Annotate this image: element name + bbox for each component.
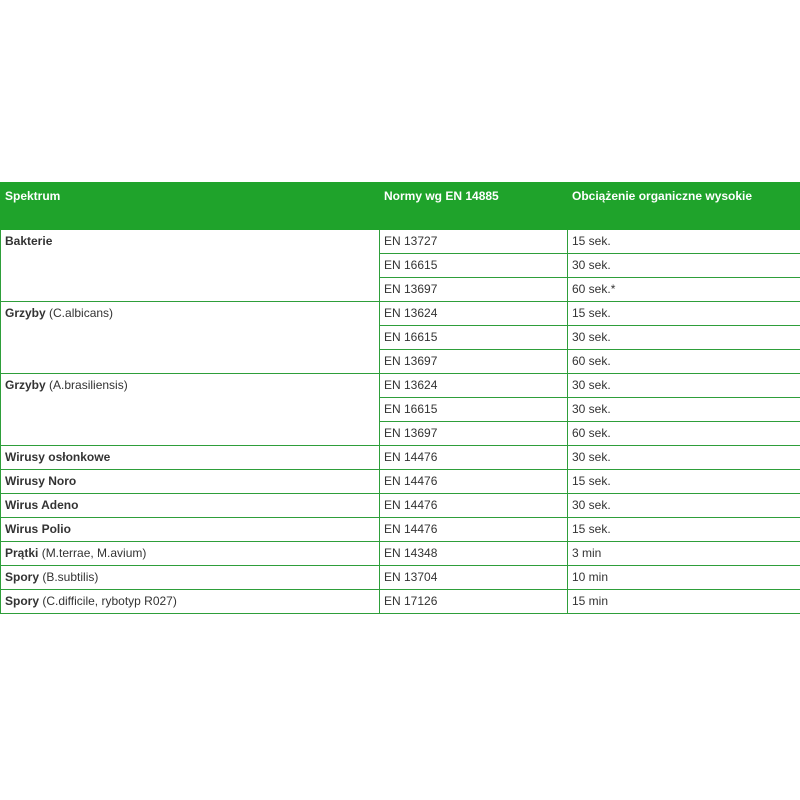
contact-time-cell: 15 sek. bbox=[568, 302, 800, 326]
spectrum-name: Spory bbox=[5, 594, 40, 608]
table-row bbox=[1, 590, 800, 614]
spectrum-note: (C.difficile, rybotyp R027) bbox=[39, 594, 177, 608]
header-organic-load: Obciążenie organiczne wysokie bbox=[568, 183, 800, 230]
norm-cell: EN 13697 bbox=[380, 422, 568, 446]
contact-time-cell: 60 sek. bbox=[568, 422, 800, 446]
norm-cell: EN 16615 bbox=[380, 326, 568, 350]
contact-time-cell: 30 sek. bbox=[568, 398, 800, 422]
table-row bbox=[1, 446, 800, 470]
norm-cell: EN 13727 bbox=[380, 230, 568, 254]
table-row bbox=[1, 302, 800, 326]
spectrum-name: Spory bbox=[5, 570, 40, 584]
spectrum-table-container bbox=[0, 182, 800, 614]
spectrum-cell bbox=[1, 566, 380, 590]
contact-time-cell: 15 sek. bbox=[568, 230, 800, 254]
table-row bbox=[1, 494, 800, 518]
spectrum-name: Grzyby bbox=[5, 378, 46, 392]
norm-cell: EN 17126 bbox=[380, 590, 568, 614]
spectrum-note: (M.terrae, M.avium) bbox=[38, 546, 147, 560]
spectrum-cell bbox=[1, 494, 380, 518]
contact-time-cell: 60 sek.* bbox=[568, 278, 800, 302]
header-spectrum: Spektrum bbox=[1, 183, 380, 230]
spectrum-cell bbox=[1, 230, 380, 302]
norm-cell: EN 16615 bbox=[380, 254, 568, 278]
contact-time-cell: 30 sek. bbox=[568, 494, 800, 518]
contact-time-cell: 60 sek. bbox=[568, 350, 800, 374]
spectrum-table bbox=[0, 182, 800, 614]
contact-time-cell: 15 sek. bbox=[568, 470, 800, 494]
contact-time-cell: 30 sek. bbox=[568, 254, 800, 278]
norm-cell: EN 13704 bbox=[380, 566, 568, 590]
spectrum-cell bbox=[1, 302, 380, 374]
norm-cell: EN 13624 bbox=[380, 374, 568, 398]
spectrum-cell bbox=[1, 374, 380, 446]
header-row bbox=[1, 183, 800, 230]
table-row bbox=[1, 542, 800, 566]
table-row bbox=[1, 230, 800, 254]
spectrum-cell bbox=[1, 518, 380, 542]
contact-time-cell: 3 min bbox=[568, 542, 800, 566]
contact-time-cell: 10 min bbox=[568, 566, 800, 590]
norm-cell: EN 16615 bbox=[380, 398, 568, 422]
table-header bbox=[1, 183, 800, 230]
contact-time-cell: 30 sek. bbox=[568, 446, 800, 470]
spectrum-cell bbox=[1, 470, 380, 494]
table-row bbox=[1, 518, 800, 542]
spectrum-cell bbox=[1, 446, 380, 470]
table-body bbox=[1, 230, 800, 614]
norm-cell: EN 13697 bbox=[380, 350, 568, 374]
norm-cell: EN 14348 bbox=[380, 542, 568, 566]
contact-time-cell: 15 min bbox=[568, 590, 800, 614]
table-row bbox=[1, 566, 800, 590]
spectrum-name: Grzyby bbox=[5, 306, 46, 320]
spectrum-name: Prątki bbox=[5, 546, 39, 560]
spectrum-name: Wirus Polio bbox=[5, 522, 71, 536]
norm-cell: EN 14476 bbox=[380, 518, 568, 542]
spectrum-name: Wirus Adeno bbox=[5, 498, 79, 512]
spectrum-note: (C.albicans) bbox=[45, 306, 114, 320]
contact-time-cell: 15 sek. bbox=[568, 518, 800, 542]
spectrum-name: Wirusy osłonkowe bbox=[5, 450, 111, 464]
spectrum-name: Bakterie bbox=[5, 234, 53, 248]
norm-cell: EN 14476 bbox=[380, 446, 568, 470]
contact-time-cell: 30 sek. bbox=[568, 326, 800, 350]
spectrum-cell bbox=[1, 590, 380, 614]
norm-cell: EN 14476 bbox=[380, 494, 568, 518]
spectrum-note: (A.brasiliensis) bbox=[45, 378, 128, 392]
norm-cell: EN 13697 bbox=[380, 278, 568, 302]
norm-cell: EN 14476 bbox=[380, 470, 568, 494]
header-norms: Normy wg EN 14885 bbox=[380, 183, 568, 230]
table-row bbox=[1, 470, 800, 494]
norm-cell: EN 13624 bbox=[380, 302, 568, 326]
spectrum-cell bbox=[1, 542, 380, 566]
contact-time-cell: 30 sek. bbox=[568, 374, 800, 398]
spectrum-note: (B.subtilis) bbox=[39, 570, 99, 584]
spectrum-name: Wirusy Noro bbox=[5, 474, 77, 488]
table-row bbox=[1, 374, 800, 398]
